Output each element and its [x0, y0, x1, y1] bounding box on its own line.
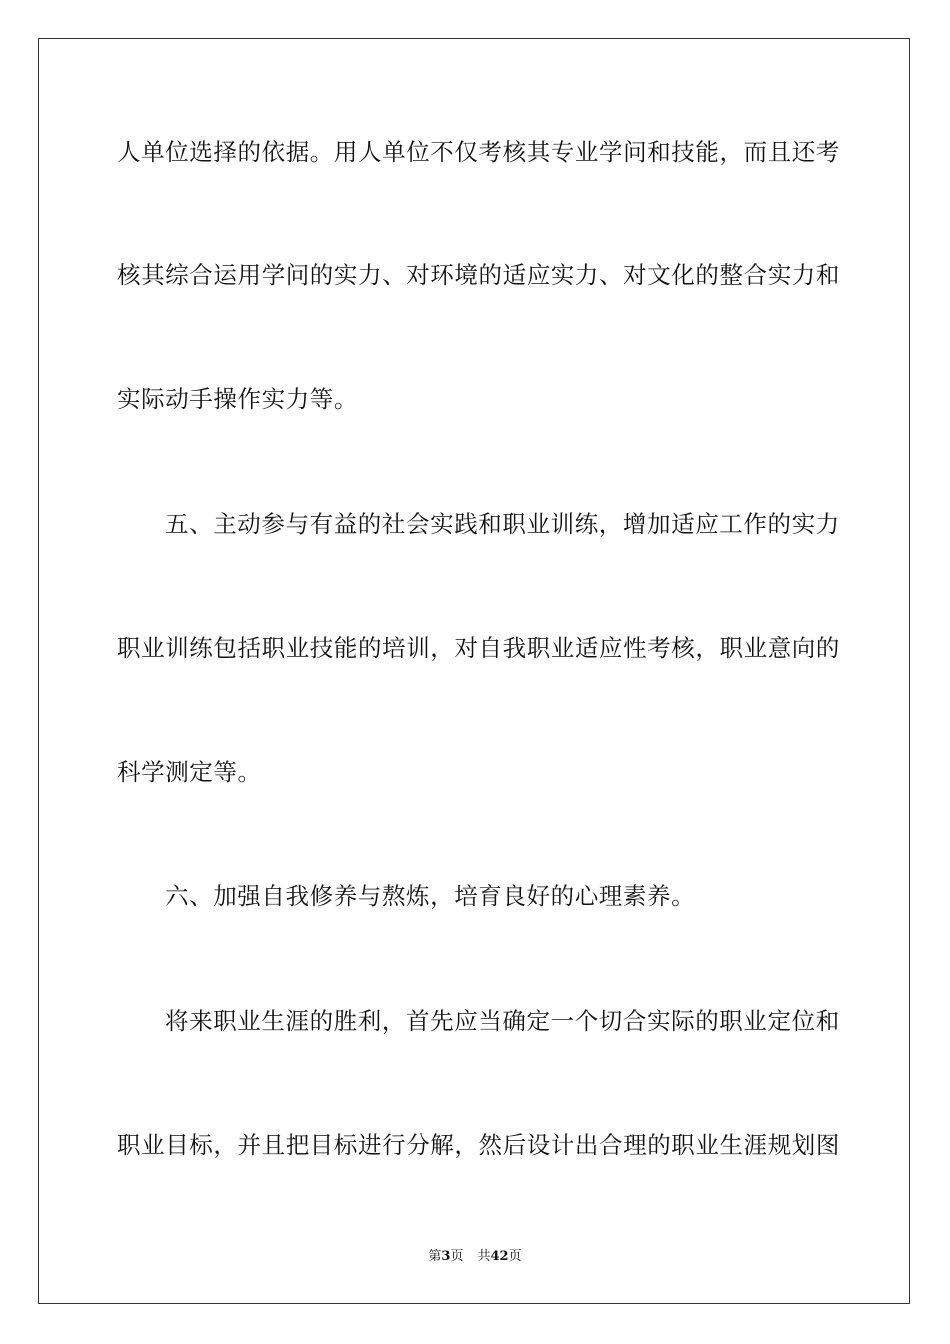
text-line-6: 科学测定等。 [117, 758, 262, 786]
footer-total-suffix: 页 [508, 1249, 522, 1264]
footer-total-prefix: 共 [477, 1249, 491, 1264]
footer-total-pages: 42 [490, 1249, 509, 1264]
text-line-8: 将来职业生涯的胜利，首先应当确定一个切合实际的职业定位和 [165, 1007, 840, 1035]
section-heading-6: 六、加强自我修养与熬炼，培育良好的心理素养。 [165, 882, 696, 910]
text-line-9: 职业目标，并且把目标进行分解，然后设计出合理的职业生涯规划图 [117, 1131, 840, 1159]
text-line-2: 核其综合运用学问的实力、对环境的适应实力、对文化的整合实力和 [117, 261, 840, 289]
text-line-5: 职业训练包括职业技能的培训，对自我职业适应性考核，职业意向的 [117, 634, 840, 662]
page-footer [0, 1248, 950, 1266]
text-line-3: 实际动手操作实力等。 [117, 385, 358, 413]
footer-page-prefix: 第 [428, 1249, 442, 1264]
page-frame [38, 38, 910, 1304]
section-heading-5: 五、主动参与有益的社会实践和职业训练，增加适应工作的实力 [165, 510, 840, 538]
footer-page-number: 3 [441, 1249, 451, 1264]
footer-page-suffix: 页 [450, 1249, 464, 1264]
text-line-1: 人单位选择的依据。用人单位不仅考核其专业学问和技能，而且还考 [117, 138, 840, 166]
